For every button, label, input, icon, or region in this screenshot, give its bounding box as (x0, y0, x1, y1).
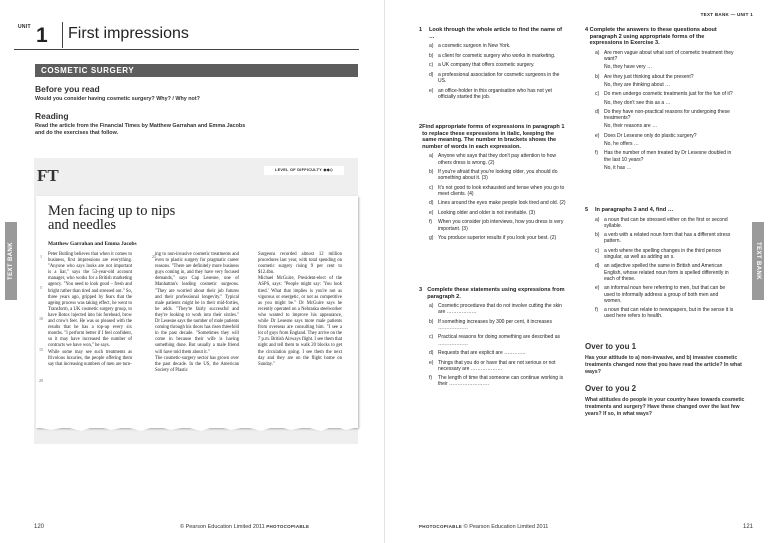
exercise-item (595, 133, 737, 148)
item-letter: c) (429, 62, 434, 69)
item-letter: a) (429, 153, 434, 160)
item-text (438, 62, 535, 69)
article-byline: Matthew Garrahan and Emma Jacobs (48, 241, 137, 247)
exercise-item (429, 303, 569, 316)
item-text (438, 219, 569, 232)
exercise-item (429, 169, 569, 182)
exercise-3 (419, 287, 569, 388)
exercise-number: 5 (585, 207, 589, 213)
exercise-title: Look through the whole article to find the name of … (428, 27, 562, 40)
item-letter: a) (429, 303, 434, 310)
exercise-heading (419, 27, 569, 40)
item-prompt: an informal noun here referring to men, but that can be used to informally address a group of both men and women. (604, 285, 726, 304)
item-answer-stem: No, their reasons are … (604, 123, 658, 130)
exercise-item (429, 200, 569, 207)
item-text (438, 360, 569, 373)
exercise-item (429, 210, 569, 217)
article-column-1: Peter Butling believes that when it comes to business, first impressions are everything. "Anyone who says looks are not important is a liar," says the 53-year-old account manager, who works for a British marketing agency. "You need to look good – fresh and bright rather than tired and stressed out." So, three years ago, gripped by fears that the ageing process was taking effect, he went to Transform, a UK cosmetic surgery group, to have Botox injected into his forehead, brow and crow's feet. He was so pleased with the results that he has a top-up every six months. "I perform better if I feel confident, so it may have increased the number of contracts we have won," he says. While some may see such treatments as frivolous luxuries, the people offering them say that increasing numbers of men are turn- (48, 252, 132, 367)
page-number: 121 (742, 524, 753, 530)
item-prompt: a noun that can relate to newspapers, but in the sense it is used here refers to health. (604, 307, 734, 320)
exercise-5 (585, 207, 737, 320)
exercise-heading (585, 27, 737, 47)
before-heading: Before you read (35, 84, 100, 94)
unit-number: 1 (36, 24, 48, 47)
unit-title: First impressions (68, 25, 189, 42)
headline-line-1: Men facing up to nips (48, 203, 176, 219)
over-to-you-2-text: What attitudes do people in your country have towards cosmetic treatments and surgery? Have these changed over the last few years? If so, in what ways? (585, 397, 745, 417)
item-text (438, 185, 569, 198)
item-prompt: When you consider job interviews, how you dress is very important. (3) (438, 219, 564, 232)
item-letter: b) (429, 318, 434, 325)
item-prompt: an adjective spelled the same in British and American English, whose related noun form is spelled differently in each of these. (604, 263, 729, 282)
item-text (604, 232, 737, 245)
item-answer-stem: No, they have very … (604, 64, 653, 71)
headline-line-2: and needles (48, 217, 117, 233)
footer (419, 524, 548, 530)
item-text (438, 153, 569, 166)
item-prompt: a noun that can be stressed either on the first or second syllable. (604, 216, 728, 229)
line-number: 25 (152, 254, 156, 259)
reading-heading: Reading (35, 111, 69, 121)
exercise-item (429, 360, 569, 373)
item-text (604, 263, 737, 282)
running-header: TEXT BANK — UNIT 1 (700, 12, 753, 17)
exercise-item (595, 285, 737, 304)
exercise-4 (585, 27, 737, 171)
item-text (438, 235, 556, 242)
item-answer-stem: No, they are thinking about … (604, 81, 671, 88)
item-letter: d) (595, 108, 600, 115)
item-letter: f) (429, 375, 433, 382)
exercise-item (429, 72, 569, 85)
item-prompt: a professional association for cosmetic surgeons in the US. (438, 71, 560, 85)
item-text (438, 72, 569, 85)
item-text (438, 43, 511, 50)
item-prompt: Do men undergo cosmetic treatments just for the fun of it? (604, 91, 733, 98)
item-letter: a) (595, 49, 600, 56)
item-answer-stem: No, it has … (604, 164, 632, 171)
article-headline (48, 204, 248, 232)
item-prompt: Lines around the eyes make people look tired and old. (2) (438, 200, 566, 207)
item-prompt: Has the number of men treated by Dr Lesesne doubled in the last 10 years? (604, 150, 732, 163)
exercise-heading (419, 124, 569, 150)
line-number: 20 (39, 378, 43, 383)
item-letter: b) (429, 52, 434, 59)
item-letter: c) (595, 247, 600, 254)
item-prompt: Do they have non-practical reasons for undergoing these treatments? (604, 108, 730, 122)
item-text (438, 169, 569, 182)
item-prompt: an office-holder in this organisation who has not yet officially started the job. (438, 87, 552, 100)
item-text (438, 350, 526, 357)
exercise-item (429, 235, 569, 242)
item-prompt: Practical reasons for doing something are described as ……………… (438, 334, 561, 347)
exercise-item (595, 217, 737, 230)
exercise-title: In paragraphs 3 and 4, find … (595, 207, 674, 213)
photocopiable-tag: PHOTOCOPIABLE (266, 524, 310, 529)
item-prompt: If something increases by 300 per cent, it increases ……………… (438, 318, 552, 332)
text-bank-tab: TEXT BANK (752, 222, 764, 300)
item-text (604, 217, 737, 230)
item-text (604, 285, 737, 304)
item-text (438, 88, 569, 101)
item-text (604, 50, 737, 71)
item-text (604, 150, 737, 171)
item-letter: f) (595, 307, 599, 314)
exercise-item (595, 263, 737, 282)
exercise-1 (419, 27, 569, 100)
line-number: 5 (40, 285, 42, 290)
item-prompt: a cosmetic surgeon in New York. (438, 43, 511, 50)
reading-text-1: Read the article from the Financial Times by Matthew Garrahan and Emma Jacobs (35, 123, 246, 129)
unit-label: UNIT (18, 24, 31, 30)
exercise-item (595, 150, 737, 171)
item-prompt: a verb with a related noun form that has a different stress pattern. (604, 232, 731, 245)
over-to-you-1-text: Has your attitude to a) non-invasive, and b) invasive cosmetic treatments changed now that you have read the article? In what ways? (585, 355, 742, 375)
item-text (438, 319, 569, 332)
item-letter: f) (429, 219, 433, 226)
exercise-item (429, 375, 569, 388)
exercise-title: Find appropriate forms of expressions in paragraph 1 to replace these expressions in italic, keeping the same meaning. The number in brackets shows the number of words in each expression. (422, 124, 565, 150)
item-prompt: Anyone who says that they don't pay attention to how others dress is wrong. (2) (438, 153, 556, 166)
section-banner: COSMETIC SURGERY (35, 64, 358, 77)
exercise-item (429, 350, 569, 357)
exercise-item (595, 50, 737, 71)
exercise-item (429, 153, 569, 166)
exercise-item (595, 91, 737, 106)
exercise-item (595, 74, 737, 89)
photocopiable-tag: PHOTOCOPIABLE (419, 524, 463, 529)
item-letter: c) (429, 334, 434, 341)
item-letter: e) (595, 132, 600, 139)
item-prompt: It's not good to look exhausted and tense when you go to meet clients. (4) (438, 184, 565, 197)
item-text (604, 91, 733, 106)
difficulty-badge: LEVEL OF DIFFICULTY ◆◆◇ (264, 166, 344, 175)
torn-edge-icon (36, 423, 358, 433)
footer (180, 524, 309, 530)
item-text (604, 109, 737, 130)
line-number: 10 (39, 316, 43, 321)
item-letter: d) (429, 349, 434, 356)
exercise-item (429, 88, 569, 101)
exercise-item (595, 307, 737, 320)
item-text (438, 334, 569, 347)
item-prompt: The length of time that someone can continue working is their …………………… (438, 375, 564, 388)
exercise-number: 4 (585, 27, 589, 33)
item-letter: c) (595, 91, 600, 98)
item-prompt: Are they just thinking about the present? (604, 73, 694, 80)
exercise-title: Complete these statements using expressions from paragraph 2. (427, 287, 565, 300)
exercise-heading (419, 287, 569, 300)
exercise-item (595, 232, 737, 245)
item-prompt: Things that you do or have that are not serious or not necessary are ………………. (438, 359, 556, 372)
unit-box (14, 22, 63, 48)
exercise-item (429, 43, 569, 50)
title-divider (14, 49, 359, 50)
text-bank-tab: TEXT BANK (5, 222, 17, 300)
item-prompt: Looking older and older is not inevitable. (3) (438, 209, 536, 216)
before-text: Would you consider having cosmetic surgery? Why? / Why not? (35, 96, 200, 102)
item-letter: a) (429, 43, 434, 50)
line-number: 1 (40, 254, 42, 259)
item-answer-stem: No, he offers … (604, 141, 639, 148)
item-letter: d) (429, 200, 434, 207)
item-letter: b) (595, 73, 600, 80)
item-prompt: You produce superior results if you look your best. (2) (438, 234, 557, 241)
exercise-number: 1 (419, 27, 423, 33)
item-prompt: Does Dr Lesesne only do plastic surgery? (604, 132, 697, 139)
exercise-number: 2 (419, 124, 423, 130)
item-prompt: a client for cosmetic surgery who works in marketing. (438, 52, 556, 59)
exercise-item (429, 319, 569, 332)
item-letter: e) (429, 209, 434, 216)
exercise-item (429, 185, 569, 198)
exercise-item (595, 109, 737, 130)
item-prompt: If you're afraid that you're looking older, you should do something about it. (3) (438, 168, 558, 182)
article-column-3: Surgeons recorded almost 12 million procedures last year, with total spending on cosmetic surgery rising 9 per cent to $12.4bn. Michael McGuire, President-elect of the ASPS, says: "People might say: 'You look tired.' What that implies is you're not as vigorous or energetic, or not as competitive as you might be." Dr McGuire says he recently operated on a Nebraska steelworker who wanted to improve his appearance, while Dr Lesesne says more male patients from overseas are consulting him. "I see a lot of guys from England. They arrive on the 7 p.m. British Airways flight. I see them that night and tell them to walk 20 blocks to get the circulation going. I see them the next day and they are on the flight home on Sunday." (258, 252, 342, 367)
item-text (604, 307, 737, 320)
item-answer-stem: No, they don't see this as a … (604, 99, 671, 106)
ft-logo: FT (37, 166, 59, 185)
item-prompt: Requests that are explicit are …………. (438, 349, 526, 356)
over-to-you-2-heading: Over to you 2 (585, 384, 637, 393)
item-letter: g) (429, 234, 434, 241)
item-letter: b) (595, 232, 600, 239)
item-text (438, 53, 555, 60)
exercise-item (429, 62, 569, 69)
item-prompt: a UK company that offers cosmetic surgery. (438, 62, 535, 69)
item-prompt: Cosmetic procedures that do not involve cutting the skin are ……………… (438, 303, 562, 316)
item-letter: e) (429, 359, 434, 366)
item-letter: e) (595, 285, 600, 292)
exercise-heading (585, 207, 737, 214)
item-letter: b) (429, 168, 434, 175)
over-to-you-1-heading: Over to you 1 (585, 342, 637, 351)
item-letter: e) (429, 87, 434, 94)
exercise-item (595, 248, 737, 261)
exercise-number: 3 (419, 287, 423, 293)
item-prompt: Are men vague about what sort of cosmetic treatment they want? (604, 49, 734, 63)
reading-text-2: and do the exercises that follow. (35, 130, 119, 136)
item-letter: d) (595, 263, 600, 270)
exercise-title: Complete the answers to these questions about paragraph 2 using appropriate forms of the expressions in Exercise 3. (589, 27, 717, 47)
item-text (438, 375, 569, 388)
exercise-2 (419, 124, 569, 242)
item-letter: a) (595, 216, 600, 223)
item-letter: c) (429, 184, 434, 191)
article-column-2: ing to non-invasive cosmetic treatments and even to plastic surgery for pragmatic career reasons. "There are definitely more business guys coming in, and they have very focused demands," says Cap Lesesne, one of Manhattan's leading cosmetic surgeons. "They are worried about their job futures and their professional longevity." Typical male patients might be in their mid-forties, he adds. "They're fairly successful and they're looking to work into their sixties." Dr Lesesne says the number of male patients coming through his doors has risen threefold in the past decade. "Sometimes they will come in because their wife is having something done. But usually a male friend will have told them about it." The cosmetic-surgery sector has grown over the past decade. In the US, the American Society of Plastic (155, 252, 239, 373)
item-text (438, 200, 566, 207)
line-number: 15 (39, 347, 43, 352)
copyright: © Pearson Education Limited 2011 (180, 524, 265, 530)
exercise-item (429, 219, 569, 232)
item-text (438, 210, 535, 217)
item-letter: f) (595, 150, 599, 157)
item-text (604, 74, 694, 89)
page-number: 120 (34, 524, 45, 530)
item-text (438, 303, 569, 316)
right-page (384, 0, 768, 543)
copyright: © Pearson Education Limited 2011 (463, 524, 549, 530)
exercise-item (429, 334, 569, 347)
item-letter: d) (429, 71, 434, 78)
item-text (604, 248, 737, 261)
exercise-item (429, 53, 569, 60)
item-text (604, 133, 697, 148)
item-prompt: a verb where the spelling changes in the third person singular, as well as adding an s. (604, 247, 722, 261)
